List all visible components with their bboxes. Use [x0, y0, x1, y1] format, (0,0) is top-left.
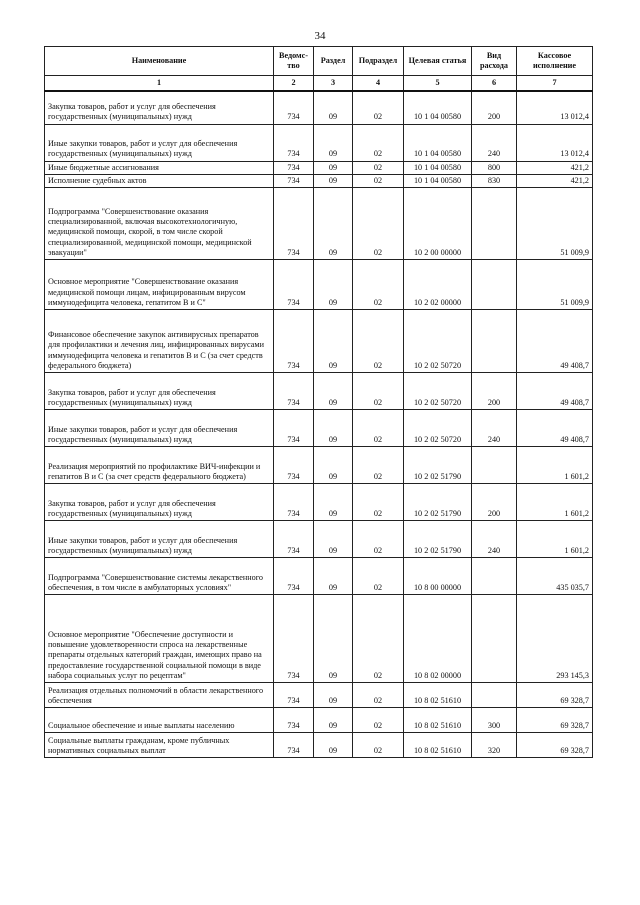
row-amount: 49 408,7	[517, 372, 593, 409]
row-podrazdel: 02	[353, 732, 404, 757]
row-vid: 240	[472, 520, 517, 557]
row-vid	[472, 594, 517, 682]
row-amount: 293 145,3	[517, 594, 593, 682]
row-ved: 734	[274, 174, 314, 187]
row-podrazdel: 02	[353, 91, 404, 124]
table-row	[45, 174, 593, 187]
row-vid: 300	[472, 707, 517, 732]
row-ved: 734	[274, 520, 314, 557]
row-ved: 734	[274, 124, 314, 161]
row-amount: 49 408,7	[517, 309, 593, 372]
row-razdel: 09	[314, 594, 353, 682]
table-row	[45, 682, 593, 707]
table-row	[45, 520, 593, 557]
row-name: Закупка товаров, работ и услуг для обеспечения государственных (муниципальных) нужд	[45, 91, 274, 124]
row-name: Основное мероприятие "Обеспечение доступности и повышение удовлетворенности спроса на лекарственные препараты отдельных категорий граждан, имеющих право на предоставление государственной социальной помощи в виде набора социальных услуг по рецептам"	[45, 594, 274, 682]
column-number: 3	[314, 76, 353, 92]
row-razdel: 09	[314, 732, 353, 757]
row-celevaya: 10 2 02 50720	[404, 372, 472, 409]
row-razdel: 09	[314, 124, 353, 161]
row-vid: 830	[472, 174, 517, 187]
column-number: 1	[45, 76, 274, 92]
row-name: Социальные выплаты гражданам, кроме публичных нормативных социальных выплат	[45, 732, 274, 757]
row-ved: 734	[274, 682, 314, 707]
row-celevaya: 10 1 04 00580	[404, 174, 472, 187]
row-name: Реализация отдельных полномочий в области лекарственного обеспечения	[45, 682, 274, 707]
row-name: Иные закупки товаров, работ и услуг для обеспечения государственных (муниципальных) нужд	[45, 124, 274, 161]
table-row	[45, 187, 593, 259]
row-podrazdel: 02	[353, 707, 404, 732]
row-amount: 13 012,4	[517, 124, 593, 161]
table-row	[45, 372, 593, 409]
row-podrazdel: 02	[353, 161, 404, 174]
row-name: Исполнение судебных актов	[45, 174, 274, 187]
budget-table	[44, 46, 593, 758]
row-celevaya: 10 8 00 00000	[404, 557, 472, 594]
table-row	[45, 446, 593, 483]
row-celevaya: 10 8 02 51610	[404, 732, 472, 757]
row-podrazdel: 02	[353, 594, 404, 682]
row-name: Социальное обеспечение и иные выплаты населению	[45, 707, 274, 732]
row-amount: 51 009,9	[517, 259, 593, 309]
header-podrazdel: Подраздел	[353, 47, 404, 76]
row-ved: 734	[274, 259, 314, 309]
row-vid: 800	[472, 161, 517, 174]
row-celevaya: 10 1 04 00580	[404, 161, 472, 174]
table-row	[45, 707, 593, 732]
table-row	[45, 594, 593, 682]
table-row	[45, 557, 593, 594]
row-podrazdel: 02	[353, 187, 404, 259]
row-name: Иные бюджетные ассигнования	[45, 161, 274, 174]
row-amount: 69 328,7	[517, 707, 593, 732]
row-podrazdel: 02	[353, 520, 404, 557]
column-number-row	[45, 76, 593, 92]
row-celevaya: 10 2 02 50720	[404, 309, 472, 372]
row-podrazdel: 02	[353, 372, 404, 409]
row-vid	[472, 682, 517, 707]
row-amount: 49 408,7	[517, 409, 593, 446]
row-vid: 200	[472, 91, 517, 124]
row-celevaya: 10 1 04 00580	[404, 91, 472, 124]
row-ved: 734	[274, 372, 314, 409]
row-celevaya: 10 8 02 00000	[404, 594, 472, 682]
row-celevaya: 10 2 00 00000	[404, 187, 472, 259]
row-vid	[472, 259, 517, 309]
row-ved: 734	[274, 483, 314, 520]
row-name: Иные закупки товаров, работ и услуг для обеспечения государственных (муниципальных) нужд	[45, 520, 274, 557]
row-vid: 200	[472, 483, 517, 520]
row-ved: 734	[274, 309, 314, 372]
row-razdel: 09	[314, 446, 353, 483]
header-ved: Ведомс-тво	[274, 47, 314, 76]
row-amount: 69 328,7	[517, 732, 593, 757]
row-celevaya: 10 2 02 50720	[404, 409, 472, 446]
row-ved: 734	[274, 161, 314, 174]
row-podrazdel: 02	[353, 557, 404, 594]
row-celevaya: 10 8 02 51610	[404, 707, 472, 732]
row-razdel: 09	[314, 557, 353, 594]
row-vid	[472, 446, 517, 483]
row-vid	[472, 309, 517, 372]
table-row	[45, 124, 593, 161]
row-ved: 734	[274, 91, 314, 124]
column-number: 2	[274, 76, 314, 92]
row-vid	[472, 557, 517, 594]
row-razdel: 09	[314, 259, 353, 309]
row-name: Финансовое обеспечение закупок антивирусных препаратов для профилактики и лечения лиц, инфицированных вирусами иммунодефицита человека и гепатитов В и С (за счет средств федерального бюджета)	[45, 309, 274, 372]
row-ved: 734	[274, 557, 314, 594]
row-ved: 734	[274, 732, 314, 757]
row-podrazdel: 02	[353, 483, 404, 520]
row-razdel: 09	[314, 309, 353, 372]
row-vid: 240	[472, 124, 517, 161]
row-razdel: 09	[314, 91, 353, 124]
page-number: 34	[314, 30, 326, 42]
row-amount: 1 601,2	[517, 446, 593, 483]
row-celevaya: 10 2 02 51790	[404, 446, 472, 483]
row-amount: 421,2	[517, 161, 593, 174]
header-name: Наименование	[45, 47, 274, 76]
row-razdel: 09	[314, 409, 353, 446]
table-row	[45, 161, 593, 174]
row-podrazdel: 02	[353, 446, 404, 483]
table-row	[45, 309, 593, 372]
row-celevaya: 10 2 02 00000	[404, 259, 472, 309]
header-kassa: Кассовое исполнение	[517, 47, 593, 76]
row-ved: 734	[274, 446, 314, 483]
row-podrazdel: 02	[353, 682, 404, 707]
row-amount: 69 328,7	[517, 682, 593, 707]
row-razdel: 09	[314, 174, 353, 187]
column-number: 4	[353, 76, 404, 92]
row-ved: 734	[274, 409, 314, 446]
row-vid	[472, 187, 517, 259]
row-name: Иные закупки товаров, работ и услуг для обеспечения государственных (муниципальных) нужд	[45, 409, 274, 446]
row-celevaya: 10 8 02 51610	[404, 682, 472, 707]
row-celevaya: 10 2 02 51790	[404, 520, 472, 557]
row-vid: 240	[472, 409, 517, 446]
row-vid: 320	[472, 732, 517, 757]
table-row	[45, 732, 593, 757]
row-amount: 435 035,7	[517, 557, 593, 594]
row-ved: 734	[274, 594, 314, 682]
table-row	[45, 409, 593, 446]
row-razdel: 09	[314, 161, 353, 174]
header-celevaya: Целевая статья	[404, 47, 472, 76]
row-amount: 51 009,9	[517, 187, 593, 259]
row-name: Закупка товаров, работ и услуг для обеспечения государственных (муниципальных) нужд	[45, 483, 274, 520]
row-podrazdel: 02	[353, 174, 404, 187]
row-amount: 1 601,2	[517, 483, 593, 520]
row-ved: 734	[274, 187, 314, 259]
row-razdel: 09	[314, 372, 353, 409]
row-amount: 13 012,4	[517, 91, 593, 124]
row-amount: 1 601,2	[517, 520, 593, 557]
row-razdel: 09	[314, 187, 353, 259]
column-number: 5	[404, 76, 472, 92]
header-vid: Вид расхода	[472, 47, 517, 76]
row-podrazdel: 02	[353, 124, 404, 161]
row-razdel: 09	[314, 483, 353, 520]
row-podrazdel: 02	[353, 409, 404, 446]
row-razdel: 09	[314, 682, 353, 707]
row-name: Подпрограмма "Совершенствование системы лекарственного обеспечения, в том числе в амбулаторных условиях"	[45, 557, 274, 594]
table-row	[45, 91, 593, 124]
row-name: Закупка товаров, работ и услуг для обеспечения государственных (муниципальных) нужд	[45, 372, 274, 409]
column-number: 6	[472, 76, 517, 92]
column-number: 7	[517, 76, 593, 92]
row-name: Подпрограмма "Совершенствование оказания специализированной, включая высокотехнологичную, медицинской помощи, скорой, в том числе скорой специализированной, медицинской помощи, медицинской эвакуации"	[45, 187, 274, 259]
table-row	[45, 259, 593, 309]
row-celevaya: 10 1 04 00580	[404, 124, 472, 161]
row-ved: 734	[274, 707, 314, 732]
row-name: Реализация мероприятий по профилактике ВИЧ-инфекции и гепатитов В и С (за счет средств федерального бюджета)	[45, 446, 274, 483]
row-vid: 200	[472, 372, 517, 409]
row-razdel: 09	[314, 707, 353, 732]
row-razdel: 09	[314, 520, 353, 557]
table-row	[45, 483, 593, 520]
row-name: Основное мероприятие "Совершенствование оказания медицинской помощи лицам, инфицированным вирусом иммунодефицита человека, гепатитом В и С"	[45, 259, 274, 309]
row-celevaya: 10 2 02 51790	[404, 483, 472, 520]
header-razdel: Раздел	[314, 47, 353, 76]
header-row	[45, 47, 593, 76]
row-amount: 421,2	[517, 174, 593, 187]
row-podrazdel: 02	[353, 259, 404, 309]
row-podrazdel: 02	[353, 309, 404, 372]
